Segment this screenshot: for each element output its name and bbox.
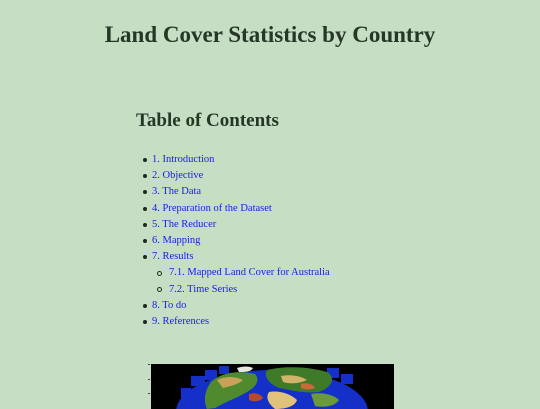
toc-link-results[interactable]: 7. Results — [152, 251, 194, 263]
toc-link-references[interactable]: 9. References — [152, 315, 210, 327]
toc-item-mapping — [152, 233, 330, 249]
toc-item-introduction — [152, 152, 330, 168]
world-map-image — [151, 364, 394, 409]
page-title: Land Cover Statistics by Country — [104, 22, 436, 47]
toc-link-preparation[interactable]: 4. Preparation of the Dataset — [152, 202, 272, 214]
map-axis-tick — [148, 379, 150, 380]
toc-link-to-do[interactable]: 8. To do — [152, 299, 187, 311]
toc-link-mapped-australia[interactable]: 7.1. Mapped Land Cover for Australia — [169, 267, 330, 279]
toc-link-the-data[interactable]: 3. The Data — [152, 186, 202, 198]
toc-link-reducer[interactable]: 5. The Reducer — [152, 218, 217, 230]
toc-item-reducer — [152, 217, 330, 233]
toc-link-objective[interactable]: 2. Objective — [152, 170, 204, 182]
toc-link-introduction[interactable]: 1. Introduction — [152, 154, 215, 165]
toc-item-mapped-australia — [152, 265, 330, 281]
toc-heading: Table of Contents — [136, 110, 279, 131]
table-of-contents — [152, 152, 330, 330]
toc-item-preparation — [152, 201, 330, 217]
toc-item-the-data — [152, 184, 330, 200]
land-cover-world-map — [151, 364, 394, 409]
toc-item-references — [152, 314, 330, 330]
map-axis-tick — [148, 393, 150, 394]
map-axis-tick — [148, 364, 150, 365]
toc-item-results — [152, 249, 330, 265]
toc-link-mapping[interactable]: 6. Mapping — [152, 234, 201, 246]
toc-item-to-do — [152, 298, 330, 314]
toc-item-time-series — [152, 282, 330, 298]
toc-link-time-series[interactable]: 7.2. Time Series — [169, 283, 238, 295]
toc-item-objective — [152, 168, 330, 184]
